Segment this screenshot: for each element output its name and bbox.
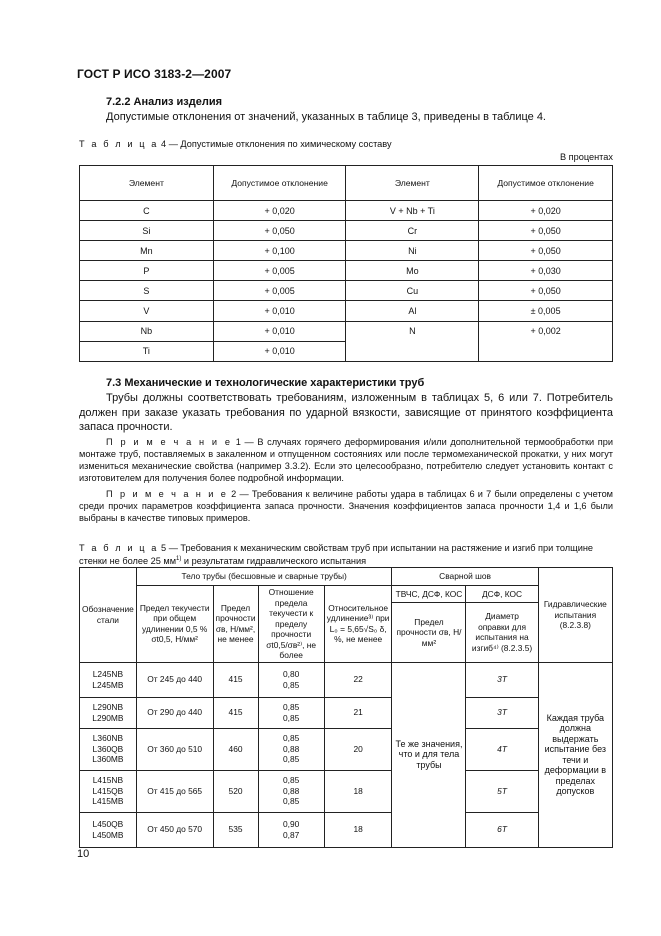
table4-cell: Al xyxy=(346,301,479,321)
table4-cell: + 0,020 xyxy=(213,201,346,221)
table-row xyxy=(80,662,613,697)
table5-tensile: 535 xyxy=(213,812,258,847)
table5-caption-sup: 1) xyxy=(176,556,182,562)
table4-cell: N xyxy=(346,321,479,341)
table5-header-weld-strength: Предел прочности σв, Н/мм² xyxy=(392,603,466,663)
table5-yield: От 245 до 440 xyxy=(136,662,213,697)
table-row xyxy=(80,241,613,261)
table5-header-hydro: Гидравлические испытания (8.2.3.8) xyxy=(538,568,612,663)
table5-header-ratio: Отношение предела текучести к пределу прочности σt0,5/σв²⁾, не более xyxy=(258,586,324,663)
table5-bend: 4T xyxy=(466,728,538,770)
table-row xyxy=(80,770,613,812)
table5-yield: От 450 до 570 xyxy=(136,812,213,847)
table4-caption xyxy=(79,138,392,150)
table5-grade: L415NB L415QB L415MB xyxy=(80,770,137,812)
table4-cell xyxy=(479,341,613,361)
table5-bend: 3T xyxy=(466,662,538,697)
table4-cell: + 0,050 xyxy=(479,221,613,241)
table4 xyxy=(79,165,613,362)
table5-tensile: 415 xyxy=(213,697,258,728)
table5-hydro-value: Каждая труба должна выдержать испытание без течи и деформации в пределах допусков xyxy=(538,662,612,847)
table5-tensile: 415 xyxy=(213,662,258,697)
table4-cell: Ni xyxy=(346,241,479,261)
table4-header-cell: Допустимое отклонение xyxy=(213,166,346,201)
table-row xyxy=(80,812,613,847)
note-1 xyxy=(79,436,613,484)
table4-header-cell: Допустимое отклонение xyxy=(479,166,613,201)
table4-cell: + 0,050 xyxy=(213,221,346,241)
note-1-label: П р и м е ч а н и е xyxy=(106,437,233,447)
table4-cell: + 0,010 xyxy=(213,301,346,321)
table-row xyxy=(80,281,613,301)
table-row xyxy=(80,341,613,361)
table4-cell: + 0,005 xyxy=(213,281,346,301)
table5-grade: L245NB L245MB xyxy=(80,662,137,697)
table5-ratio: 0,85 0,88 0,85 xyxy=(258,728,324,770)
table5-grade: L360NB L360QB L360MB xyxy=(80,728,137,770)
table5-yield: От 360 до 510 xyxy=(136,728,213,770)
table4-caption-text: 4 — Допустимые отклонения по химическому составу xyxy=(161,139,392,149)
table4-cell: Mo xyxy=(346,261,479,281)
table5-weld-strength-value: Те же значения, что и для тела трубы xyxy=(392,662,466,847)
table5-tensile: 460 xyxy=(213,728,258,770)
table5-caption xyxy=(79,543,613,567)
section-7-2-2-text: Допустимые отклонения от значений, указанных в таблице 3, приведены в таблице 4. xyxy=(106,111,546,123)
table5-elongation: 20 xyxy=(324,728,392,770)
table5-header-bend: Диаметр оправки для испытания на изгиб⁴⁾ (8.2.3.5) xyxy=(466,603,538,663)
table5-body xyxy=(80,568,613,848)
table4-cell: Nb xyxy=(80,321,214,341)
table4-cell: + 0,005 xyxy=(213,261,346,281)
table-row xyxy=(80,728,613,770)
table-row xyxy=(80,201,613,221)
table5-elongation: 18 xyxy=(324,770,392,812)
table5-header-bend-types: ДСФ, КОС xyxy=(466,586,538,603)
table4-cell: V xyxy=(80,301,214,321)
table4-cell: Mn xyxy=(80,241,214,261)
table5-header-elongation: Относительное удлинение³⁾ при L₀ = 5,65√S₀ δ, %, не менее xyxy=(324,586,392,663)
table5-grade: L290NB L290MB xyxy=(80,697,137,728)
note-2-text: 2 — Требования к величине работы удара в таблицах 6 и 7 были определены с учетом среди прочих параметров коэффициента запаса прочности. Значения коэффициентов запаса прочности 1,4 и 1,6 были выбраны в качестве типовых примеров. xyxy=(79,489,613,523)
table4-cell: Si xyxy=(80,221,214,241)
table-row xyxy=(80,301,613,321)
note-2 xyxy=(79,488,613,524)
page-number: 10 xyxy=(77,848,90,860)
table4-cell: Cu xyxy=(346,281,479,301)
table5-header-weld-types: ТВЧС, ДСФ, КОС xyxy=(392,586,466,603)
table4-cell: + 0,010 xyxy=(213,321,346,341)
table4-cell: S xyxy=(80,281,214,301)
table5-bend: 5T xyxy=(466,770,538,812)
table4-cell: + 0,050 xyxy=(479,241,613,261)
table4-header-row xyxy=(80,166,613,201)
table4-cell: Cr xyxy=(346,221,479,241)
table4-cell: + 0,030 xyxy=(479,261,613,281)
table-row xyxy=(80,261,613,281)
table4-cell: + 0,050 xyxy=(479,281,613,301)
table-row xyxy=(80,697,613,728)
table-row xyxy=(80,321,613,341)
table5-caption-text: 5 — Требования к механическим свойствам труб при испытании на растяжение и изгиб при толщине стенки не более 25 мм xyxy=(79,543,594,567)
table4-cell: V + Nb + Ti xyxy=(346,201,479,221)
table4-cell: Ti xyxy=(80,341,214,361)
table4-units: В процентах xyxy=(559,152,613,162)
table5-yield: От 415 до 565 xyxy=(136,770,213,812)
table5-elongation: 18 xyxy=(324,812,392,847)
table5-yield: От 290 до 440 xyxy=(136,697,213,728)
table4-header-cell: Элемент xyxy=(80,166,214,201)
table5-tensile: 520 xyxy=(213,770,258,812)
table5-header-weld-group: Сварной шов xyxy=(392,568,538,586)
table4-cell: P xyxy=(80,261,214,281)
table4-cell: C xyxy=(80,201,214,221)
table5-caption-tail: и результатам гидравлического испытания xyxy=(181,556,367,567)
table5-header-tensile: Предел прочности σв, Н/мм², не менее xyxy=(213,586,258,663)
table4-header-cell: Элемент xyxy=(346,166,479,201)
table5-elongation: 21 xyxy=(324,697,392,728)
table5-header-yield: Предел текучести при общем удлинении 0,5 % σt0,5, Н/мм² xyxy=(136,586,213,663)
table4-cell: + 0,010 xyxy=(213,341,346,361)
table5-header-body-group: Тело трубы (бесшовные и сварные трубы) xyxy=(136,568,392,586)
table5-ratio: 0,85 0,88 0,85 xyxy=(258,770,324,812)
table5 xyxy=(79,567,613,848)
table4-cell: ± 0,005 xyxy=(479,301,613,321)
note-2-label: П р и м е ч а н и е xyxy=(106,489,228,499)
table5-ratio: 0,85 0,85 xyxy=(258,697,324,728)
table5-ratio: 0,90 0,87 xyxy=(258,812,324,847)
table5-bend: 6T xyxy=(466,812,538,847)
table5-elongation: 22 xyxy=(324,662,392,697)
table5-caption-label: Т а б л и ц а xyxy=(79,543,159,553)
table4-body xyxy=(80,166,613,362)
table4-cell: + 0,020 xyxy=(479,201,613,221)
section-7-3-text: Трубы должны соответствовать требованиям, изложенным в таблицах 5, 6 или 7. Потребитель должен при заказе указать требования по ударной вязкости, зависящие от принятого коэффициента запаса прочности. xyxy=(79,392,613,433)
table-row xyxy=(80,221,613,241)
table4-cell xyxy=(346,341,479,361)
section-7-2-2-title: 7.2.2 Анализ изделия xyxy=(106,96,222,108)
section-7-3-title: 7.3 Механические и технологические характеристики труб xyxy=(106,377,425,389)
table5-bend: 3T xyxy=(466,697,538,728)
table4-cell: + 0,002 xyxy=(479,321,613,341)
note-1-text: 1 — В случаях горячего деформирования и/или дополнительной термообработки при монтаже труб, поставляемых в закаленном и отпущенном состояниях или после термомеханической прокатки, у них могут измениться механические свойства (например 3.3.2). Если это целесообразно, потребителю следует установить контакт с изготовителем для получения более подробной информации. xyxy=(79,437,614,483)
document-header: ГОСТ Р ИСО 3183-2—2007 xyxy=(77,67,232,81)
table4-cell: + 0,100 xyxy=(213,241,346,261)
table5-header-grade: Обозначение стали xyxy=(80,568,137,663)
table5-grade: L450QB L450MB xyxy=(80,812,137,847)
table4-caption-label: Т а б л и ц а xyxy=(79,139,159,149)
table5-ratio: 0,80 0,85 xyxy=(258,662,324,697)
